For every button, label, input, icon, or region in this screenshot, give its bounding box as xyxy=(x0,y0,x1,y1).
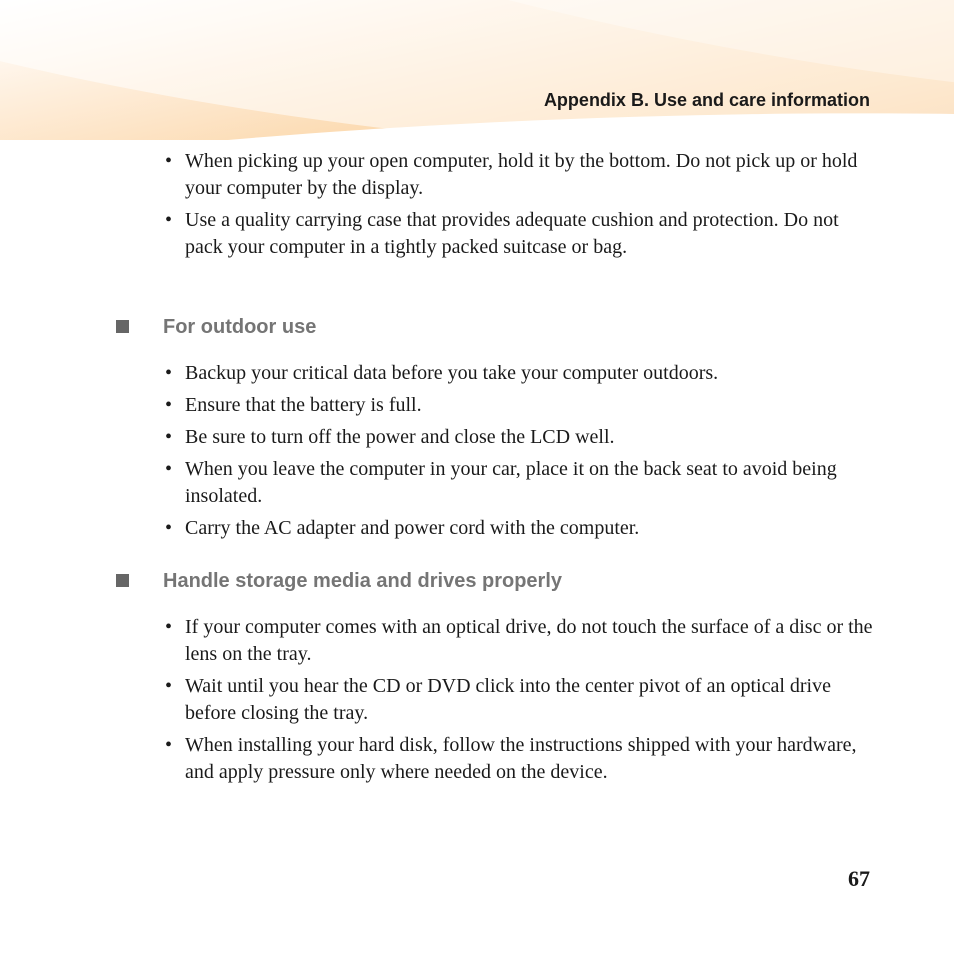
list-item-text: Backup your critical data before you take your computer outdoors. xyxy=(185,362,719,384)
bullet-icon: • xyxy=(165,362,173,384)
list-item xyxy=(165,515,877,542)
bullet-icon: • xyxy=(165,426,173,448)
bullet-icon: • xyxy=(165,734,173,756)
list-item xyxy=(165,360,877,387)
outdoor-use-bullet-list xyxy=(165,360,877,547)
running-header: Appendix B. Use and care information xyxy=(543,90,870,110)
list-item xyxy=(165,148,877,202)
list-item xyxy=(165,673,877,727)
section-heading-text: Handle storage media and drives properly xyxy=(163,570,563,592)
list-item-text: Use a quality carrying case that provides adequate cushion and protection. Do not pack your computer in a tightly packed suitcase or bag. xyxy=(185,209,839,258)
bullet-icon: • xyxy=(165,517,173,539)
list-item-text: When installing your hard disk, follow the instructions shipped with your hardware, and apply pressure only where needed on the device. xyxy=(185,734,857,783)
list-item xyxy=(165,614,877,668)
page-number: 67 xyxy=(848,866,870,891)
square-bullet-icon xyxy=(116,574,129,587)
list-item xyxy=(165,392,877,419)
list-item-text: If your computer comes with an optical drive, do not touch the surface of a disc or the lens on the tray. xyxy=(185,616,873,665)
bullet-icon: • xyxy=(165,209,173,231)
section-heading-storage-media xyxy=(116,570,562,593)
bullet-icon: • xyxy=(165,616,173,638)
header-band xyxy=(0,0,954,140)
list-item xyxy=(165,424,877,451)
list-item-text: Carry the AC adapter and power cord with the computer. xyxy=(185,517,640,539)
square-bullet-icon xyxy=(116,320,129,333)
storage-media-bullet-list xyxy=(165,614,877,791)
bullet-icon: • xyxy=(165,394,173,416)
list-item-text: Ensure that the battery is full. xyxy=(185,394,422,416)
list-item-text: Be sure to turn off the power and close the LCD well. xyxy=(185,426,615,448)
list-item xyxy=(165,456,877,510)
intro-bullet-list xyxy=(165,148,877,266)
list-item xyxy=(165,732,877,786)
list-item-text: When picking up your open computer, hold it by the bottom. Do not pick up or hold your computer by the display. xyxy=(185,150,858,199)
bullet-icon: • xyxy=(165,150,173,172)
section-heading-outdoor-use xyxy=(116,316,316,339)
section-heading-text: For outdoor use xyxy=(163,316,317,338)
list-item-text: Wait until you hear the CD or DVD click into the center pivot of an optical drive before closing the tray. xyxy=(185,675,831,724)
list-item-text: When you leave the computer in your car, place it on the back seat to avoid being insolated. xyxy=(185,458,837,507)
bullet-icon: • xyxy=(165,675,173,697)
bullet-icon: • xyxy=(165,458,173,480)
list-item xyxy=(165,207,877,261)
